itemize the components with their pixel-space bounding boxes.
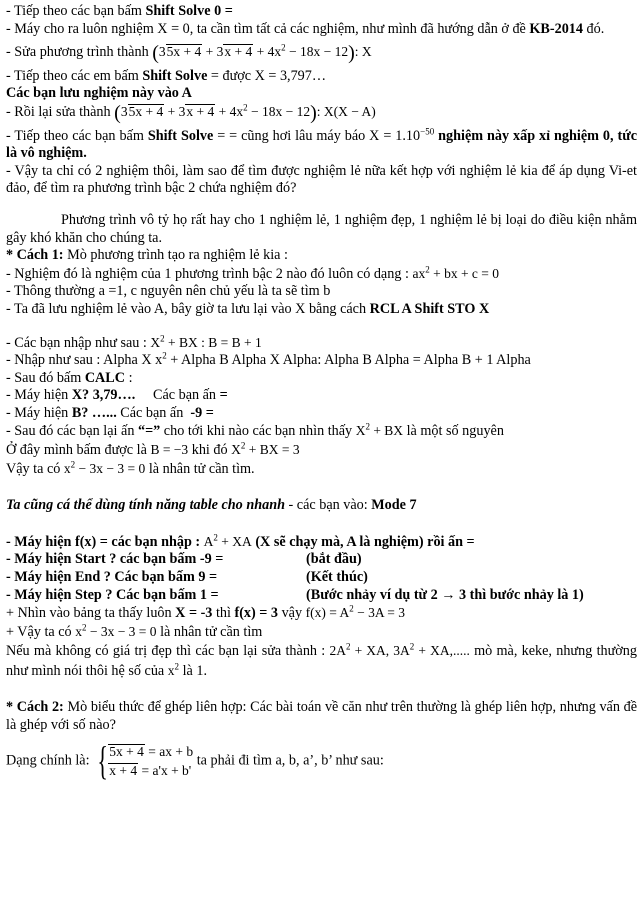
line-shift-solve-root: - Tiếp theo các em bấm Shift Solve = được X = 3,797…: [6, 67, 327, 84]
line-press-calc: - Sau đó bấm CALC :: [6, 369, 133, 386]
line-save-root-a: Các bạn lưu nghiệm này vào A: [6, 85, 192, 102]
line-machine-shows-b: - Máy hiện B? …... Các bạn ấn -9 =: [6, 404, 214, 421]
line-no-nice-value: Nếu mà không có giá trị đẹp thì các bạn lại sửa thành : $2A^2$ + XA, $3A^2$ + XA,..... mò mà, keke, nhưng thường như mình nói thôi hệ số của $x^2$ là 1.: [6, 641, 637, 680]
equation-x2-bx-3: $X^2$ + BX = 3: [231, 440, 300, 458]
equation-x2-bx: $X^2$ + BX: [355, 421, 404, 439]
line-table-step: - Máy hiện Step ? Các bạn bấm 1 = (Bước nhảy ví dụ từ 2 → 3 thì bước nhảy là 1): [6, 586, 584, 603]
line-use-table: Ta cũng cá thể dùng tính năng table cho nhanh - các bạn vào: Mode 7: [6, 497, 417, 514]
line-table-result: + Nhìn vào bảng ta thấy luôn X = -3 thì f(x) = 3 vậy $f(x) = A^2 - 3A = 3$: [6, 603, 405, 622]
equation-b-minus-3: B = −3: [150, 442, 189, 458]
line-main-form: Dạng chính là: { 5x + 4 = ax + b x + 4 = a'x + b' ta phải đi tìm a, b, a’, b’ như sau:: [6, 737, 384, 783]
system-of-equations: { 5x + 4 = ax + b x + 4 = a'x + b': [97, 737, 194, 783]
line-got-b-minus-3: Ở đây mình bấm được là B = −3 khi đó $X^2$ + BX = 3: [6, 440, 300, 459]
line-input-expression: - Các bạn nhập như sau : $X^2$ + BX : B = B + 1: [6, 333, 262, 351]
line-table-fx: - Máy hiện f(x) = các bạn nhập : $A^2$ + XA (X sẽ chạy mà, A là nghiệm) rồi ấn =: [6, 532, 475, 550]
equation-a2-xa: $A^2$ + XA: [203, 532, 252, 549]
line-factor-found-2: + Vậy ta có $x^2 - 3x - 3 = 0$ là nhân tử cần tìm: [6, 622, 263, 640]
equation-x2: $x^2$: [167, 661, 180, 679]
paragraph-irrational-equation: Phương trình vô tỷ họ rất hay cho 1 nghiệm lẻ, 1 nghiệm đẹp, 1 nghiệm lẻ bị loại do điều kiện nhằm gây khó khăn cho chúng ta.: [6, 211, 637, 246]
line-edit-equation: - Sửa phương trình thành $(35x + 4 + 3x + 4 + 4x^2 - 18x - 12)$: X: [6, 42, 372, 65]
line-edit-again: - Rồi lại sửa thành $(35x + 4 + 3x + 4 + 4x^2 - 18x - 12)$: X(X − A): [6, 101, 376, 124]
equation-factor-2: $x^2 - 3x - 3 = 0$: [75, 622, 157, 639]
equation-input-x2-bx: $X^2$ + BX : B = B + 1: [150, 333, 262, 350]
equation-factor: $x^2 - 3x - 3 = 0$: [63, 459, 146, 476]
equation-2a2-3a2: $2A^2$ + XA, $3A^2$ + XA,.....: [329, 641, 470, 659]
line-no-root: - Tiếp theo các bạn bấm Shift Solve = = cũng hơi lâu máy báo $X = 1.10^{-50}$ nghiệm này xấp xỉ nghiệm 0, tức là vô nghiệm.: [6, 125, 638, 162]
line-shift-solve-0: - Tiếp theo các bạn bấm Shift Solve 0 =: [6, 3, 233, 19]
line-quadratic-form: - Nghiệm đó là nghiệm của 1 phương trình bậc 2 nào đó luôn có dạng : $ax^2$ + bx + c = 0: [6, 264, 500, 282]
line-machine-root-0: - Máy cho ra luôn nghiệm X = 0, ta cần tìm tất cả các nghiệm, như mình đã hướng dẫn ở đề KB-2014 đó.: [6, 20, 605, 37]
equation-quadratic: $ax^2$ + bx + c = 0: [412, 264, 500, 281]
heading-method-1: * Cách 1: Mò phương trình tạo ra nghiệm lẻ kia :: [6, 247, 288, 264]
line-only-two-roots: - Vậy ta chỉ có 2 nghiệm thôi, làm sao để tìm được nghiệm lẻ nữa kết hợp với nghiệm lẻ kia để áp dụng Vi-et đảo, để tìm ra phương trình bậc 2 chứa nghiệm đó?: [6, 162, 637, 197]
line-factor-found: Vậy ta có $x^2 - 3x - 3 = 0$ là nhân tử cần tìm.: [6, 459, 255, 477]
line-key-sequence: - Nhập như sau : Alpha X $x^2$ + Alpha B Alpha X Alpha: Alpha B Alpha = Alpha B + 1 Alpha: [6, 350, 531, 369]
equation-fx-a2-3a: $f(x) = A^2 - 3A = 3$: [305, 603, 405, 621]
line-table-end: - Máy hiện End ? Các bạn bấm 9 = (Kết thúc): [6, 569, 368, 586]
equation-divided-by-x-x-a: $(35x + 4 + 3x + 4 + 4x^2 - 18x - 12)$: X(X − A): [114, 101, 376, 124]
line-table-start: - Máy hiện Start ? các bạn bấm -9 = (bắt đầu): [6, 551, 362, 568]
line-machine-shows-x: - Máy hiện X? 3,79…. Các bạn ấn =: [6, 387, 228, 404]
line-press-equals-until-integer: - Sau đó các bạn lại ấn “=” cho tới khi nào các bạn nhìn thấy $X^2$ + BX là một số nguyên: [6, 421, 504, 440]
line-store-to-x: - Ta đã lưu nghiệm lẻ vào A, bây giờ ta lưu lại vào X bằng cách RCL A Shift STO X: [6, 300, 490, 317]
line-usually-a-1: - Thông thường a =1, c nguyên nên chủ yếu là ta sẽ tìm b: [6, 283, 331, 300]
heading-method-2: * Cách 2: Mò biểu thức để ghép liên hợp: Các bài toán về căn như trên thường là ghép liên hợp, nhưng vấn đề là ghép với số nào?: [6, 699, 637, 733]
equation-divided-by-x: $(35x + 4 + 3x + 4 + 4x^2 - 18x - 12)$: X: [152, 42, 372, 65]
